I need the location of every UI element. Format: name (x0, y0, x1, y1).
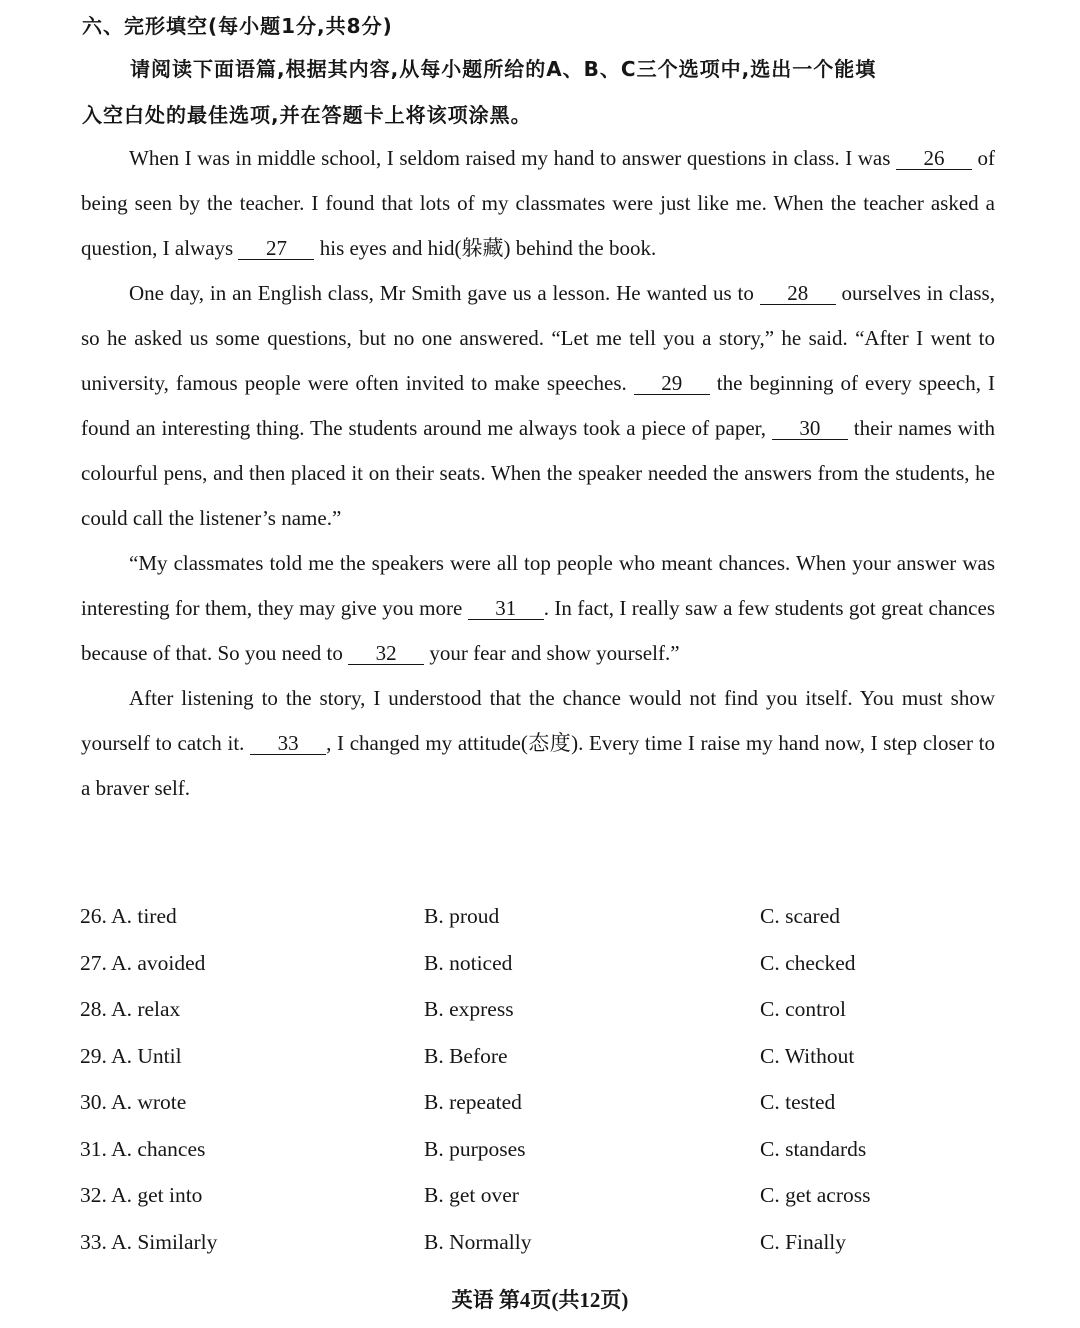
page-footer: 英语 第4页(共12页) (451, 1288, 629, 1312)
option-b: B. proud (424, 904, 500, 928)
option-a: 31. A. chances (80, 1136, 206, 1161)
section-title: 六、完形填空(每小题1分,共8分) (82, 14, 393, 38)
option-c: C. standards (760, 1136, 867, 1161)
blank-31: 31 (468, 597, 544, 620)
question-29-options (80, 1044, 1000, 1091)
option-c: C. tested (760, 1090, 836, 1114)
option-a: 28. A. relax (80, 997, 181, 1021)
text: ourselves in class, so he asked us some questions, but no one answered. “Let me tell you a story,” he said. “After I went to university, famous people were often invited to make speeches. (81, 281, 995, 395)
text: “My classmates told me the speakers were all top people who meant chances. When your answer was interesting for them, they may give you more (81, 551, 995, 620)
question-30-options (80, 1090, 1000, 1137)
blank-29: 29 (634, 372, 710, 395)
text: . In fact, I really saw a few students got great chances because of that. So you need to (81, 596, 995, 665)
text: your fear and show yourself.” (424, 641, 680, 665)
text: After listening to the story, I understood that the chance would not find you itself. You must show yourself to catch it. (81, 686, 995, 755)
option-b: B. purposes (424, 1136, 526, 1161)
question-31-options (80, 1137, 1000, 1184)
option-c: C. scared (760, 904, 840, 928)
option-a: 30. A. wrote (80, 1090, 187, 1114)
blank-26: 26 (896, 147, 972, 170)
cloze-passage (81, 136, 995, 811)
option-b: B. express (424, 997, 514, 1021)
text: his eyes and hid(躲藏) behind the book. (314, 236, 657, 260)
option-b: B. repeated (424, 1090, 522, 1114)
option-c: C. control (760, 997, 846, 1021)
option-c: C. checked (760, 950, 856, 975)
option-a: 26. A. tired (80, 904, 177, 928)
paragraph-1 (81, 136, 995, 271)
option-b: B. noticed (424, 950, 513, 975)
text: of being seen by the teacher. I found that lots of my classmates were just like me. When the teacher asked a question, I always (81, 146, 995, 260)
option-a: 29. A. Until (80, 1043, 182, 1068)
question-28-options (80, 997, 1000, 1044)
option-b: B. Before (424, 1043, 508, 1068)
instruction-line-1: 请阅读下面语篇,根据其内容,从每小题所给的A、B、C三个选项中,选出一个能填 (130, 57, 877, 81)
option-b: B. get over (424, 1183, 519, 1207)
blank-30: 30 (772, 417, 848, 440)
text: One day, in an English class, Mr Smith gave us a lesson. He wanted us to (129, 281, 760, 305)
option-a: 27. A. avoided (80, 950, 206, 975)
option-c: C. get across (760, 1183, 871, 1207)
blank-32: 32 (348, 642, 424, 665)
question-27-options (80, 951, 1000, 998)
option-c: C. Finally (760, 1229, 847, 1254)
blank-28: 28 (760, 282, 836, 305)
instruction-line-2: 入空白处的最佳选项,并在答题卡上将该项涂黑。 (82, 103, 532, 127)
question-26-options (80, 904, 1000, 951)
text: , I changed my attitude(态度). Every time I raise my hand now, I step closer to a braver self. (81, 731, 995, 800)
answer-options (80, 904, 1000, 1276)
option-a: 33. A. Similarly (80, 1229, 218, 1254)
paragraph-2 (81, 271, 995, 541)
blank-33: 33 (250, 732, 326, 755)
question-32-options (80, 1183, 1000, 1230)
paragraph-3 (81, 541, 995, 676)
text: their names with colourful pens, and then placed it on their seats. When the speaker needed the answers from the students, he could call the listener’s name.” (81, 416, 995, 530)
text: When I was in middle school, I seldom raised my hand to answer questions in class. I was (129, 146, 896, 170)
blank-27: 27 (238, 237, 314, 260)
paragraph-4 (81, 676, 995, 811)
option-c: C. Without (760, 1043, 855, 1068)
option-b: B. Normally (424, 1229, 532, 1254)
option-a: 32. A. get into (80, 1183, 203, 1207)
text: the beginning of every speech, I found an interesting thing. The students around me always took a piece of paper, (81, 371, 995, 440)
question-33-options (80, 1230, 1000, 1277)
